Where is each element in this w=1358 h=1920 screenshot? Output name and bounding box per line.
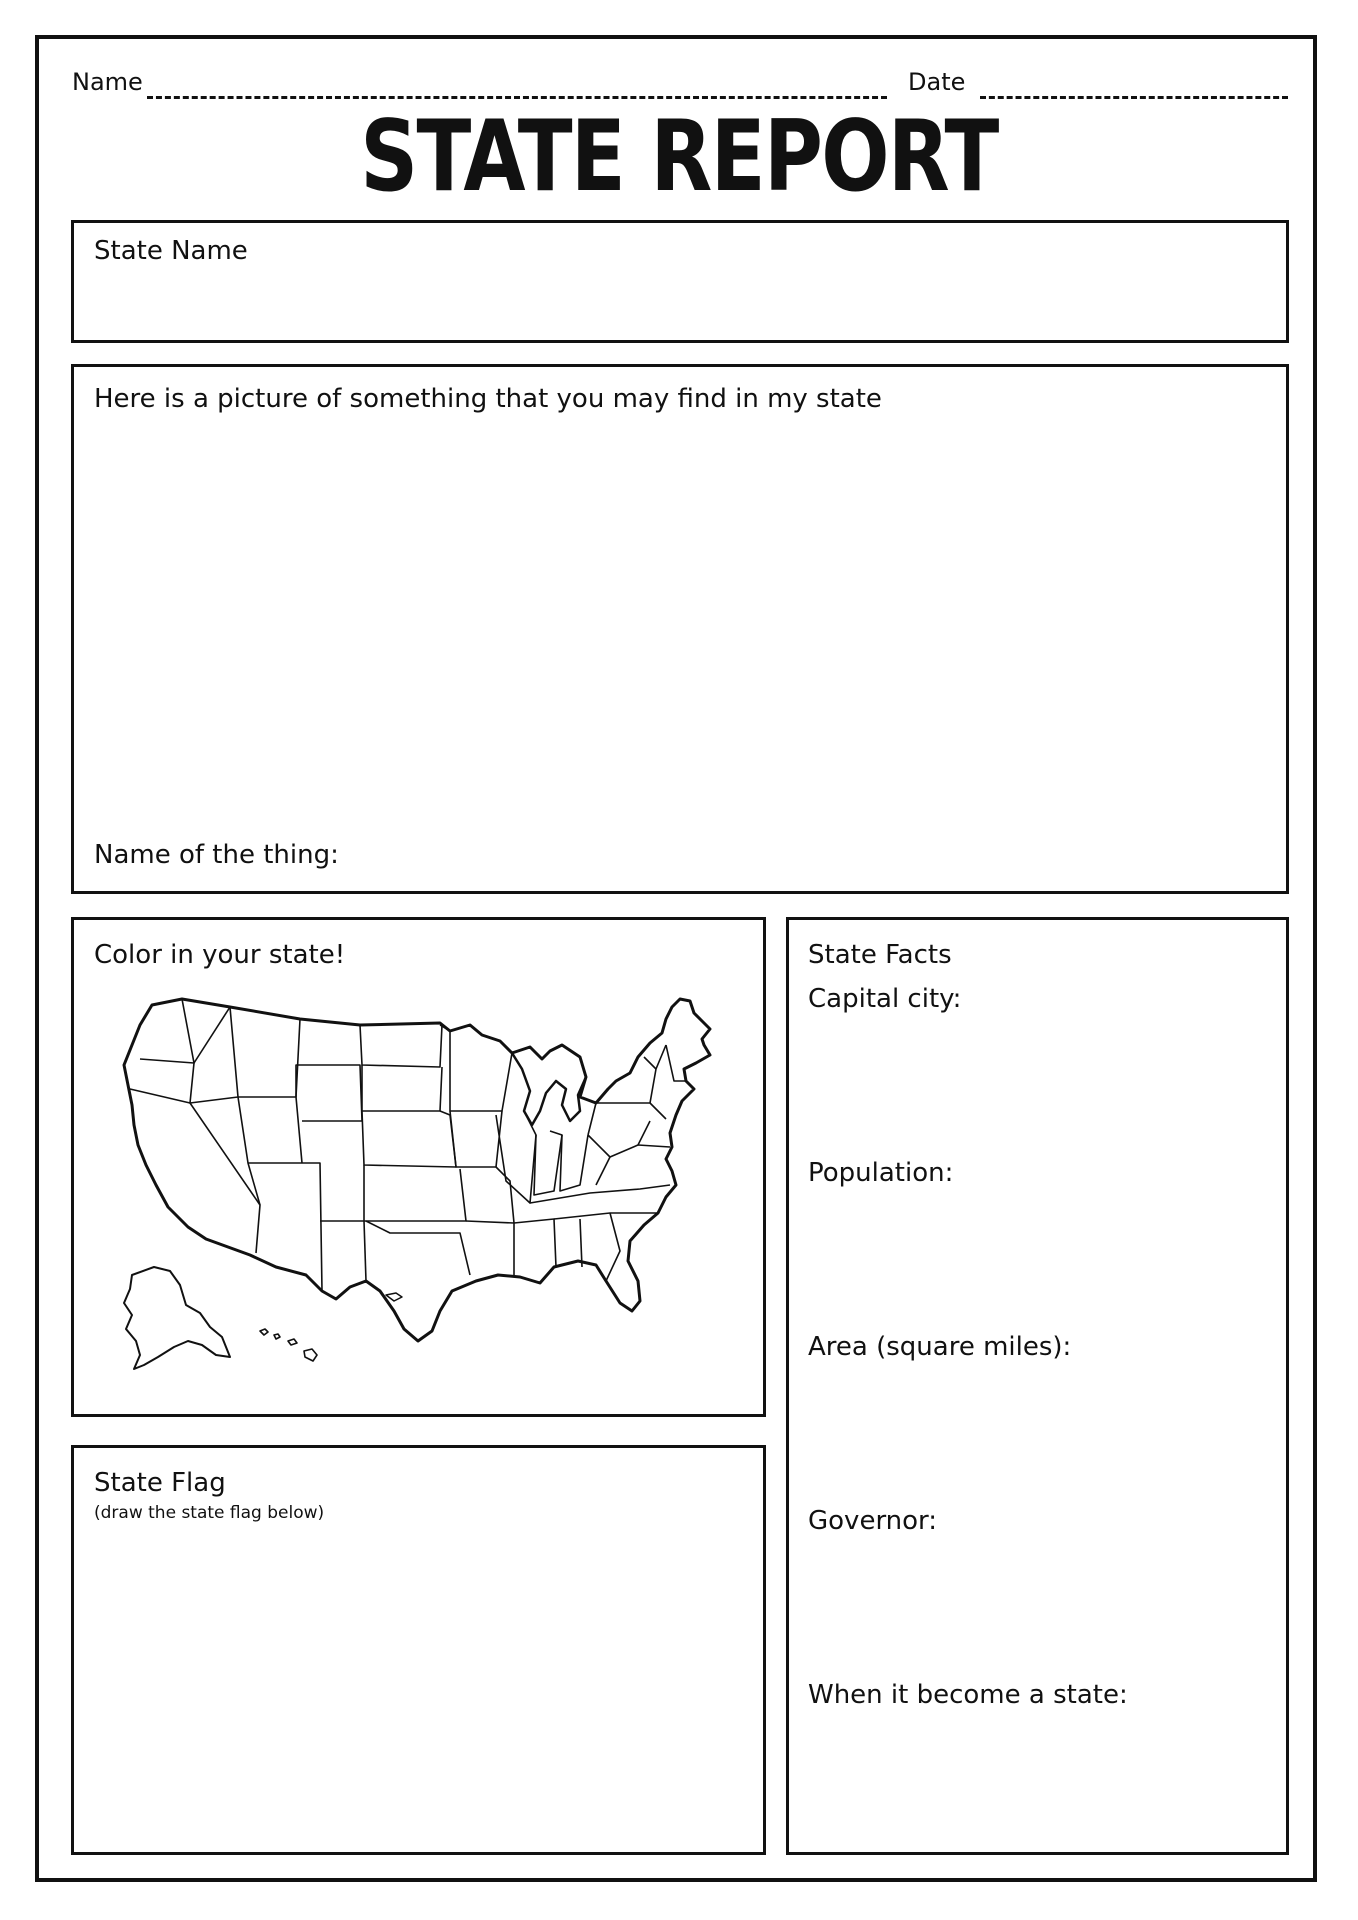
- us-map-icon[interactable]: [110, 985, 730, 1395]
- picture-box[interactable]: [71, 364, 1289, 894]
- picture-box-label: Here is a picture of something that you may find in my state: [94, 384, 882, 414]
- population-label[interactable]: Population:: [808, 1158, 954, 1188]
- flag-box-label: State Flag: [94, 1468, 226, 1498]
- facts-box: [786, 917, 1289, 1855]
- state-name-box[interactable]: [71, 220, 1289, 343]
- statehood-label[interactable]: When it become a state:: [808, 1680, 1128, 1710]
- governor-label[interactable]: Governor:: [808, 1506, 938, 1536]
- thing-name-label: Name of the thing:: [94, 840, 339, 870]
- name-label: Name: [72, 68, 143, 96]
- flag-box-sublabel: (draw the state flag below): [94, 1503, 325, 1523]
- state-name-label: State Name: [94, 236, 248, 266]
- map-box-label: Color in your state!: [94, 940, 346, 970]
- area-label[interactable]: Area (square miles):: [808, 1332, 1072, 1362]
- facts-title: State Facts: [808, 940, 952, 970]
- date-label: Date: [908, 68, 966, 96]
- name-field[interactable]: [147, 96, 887, 99]
- date-field[interactable]: [980, 96, 1288, 99]
- page-title: STATE REPORT: [360, 100, 998, 214]
- capital-city-label[interactable]: Capital city:: [808, 984, 962, 1014]
